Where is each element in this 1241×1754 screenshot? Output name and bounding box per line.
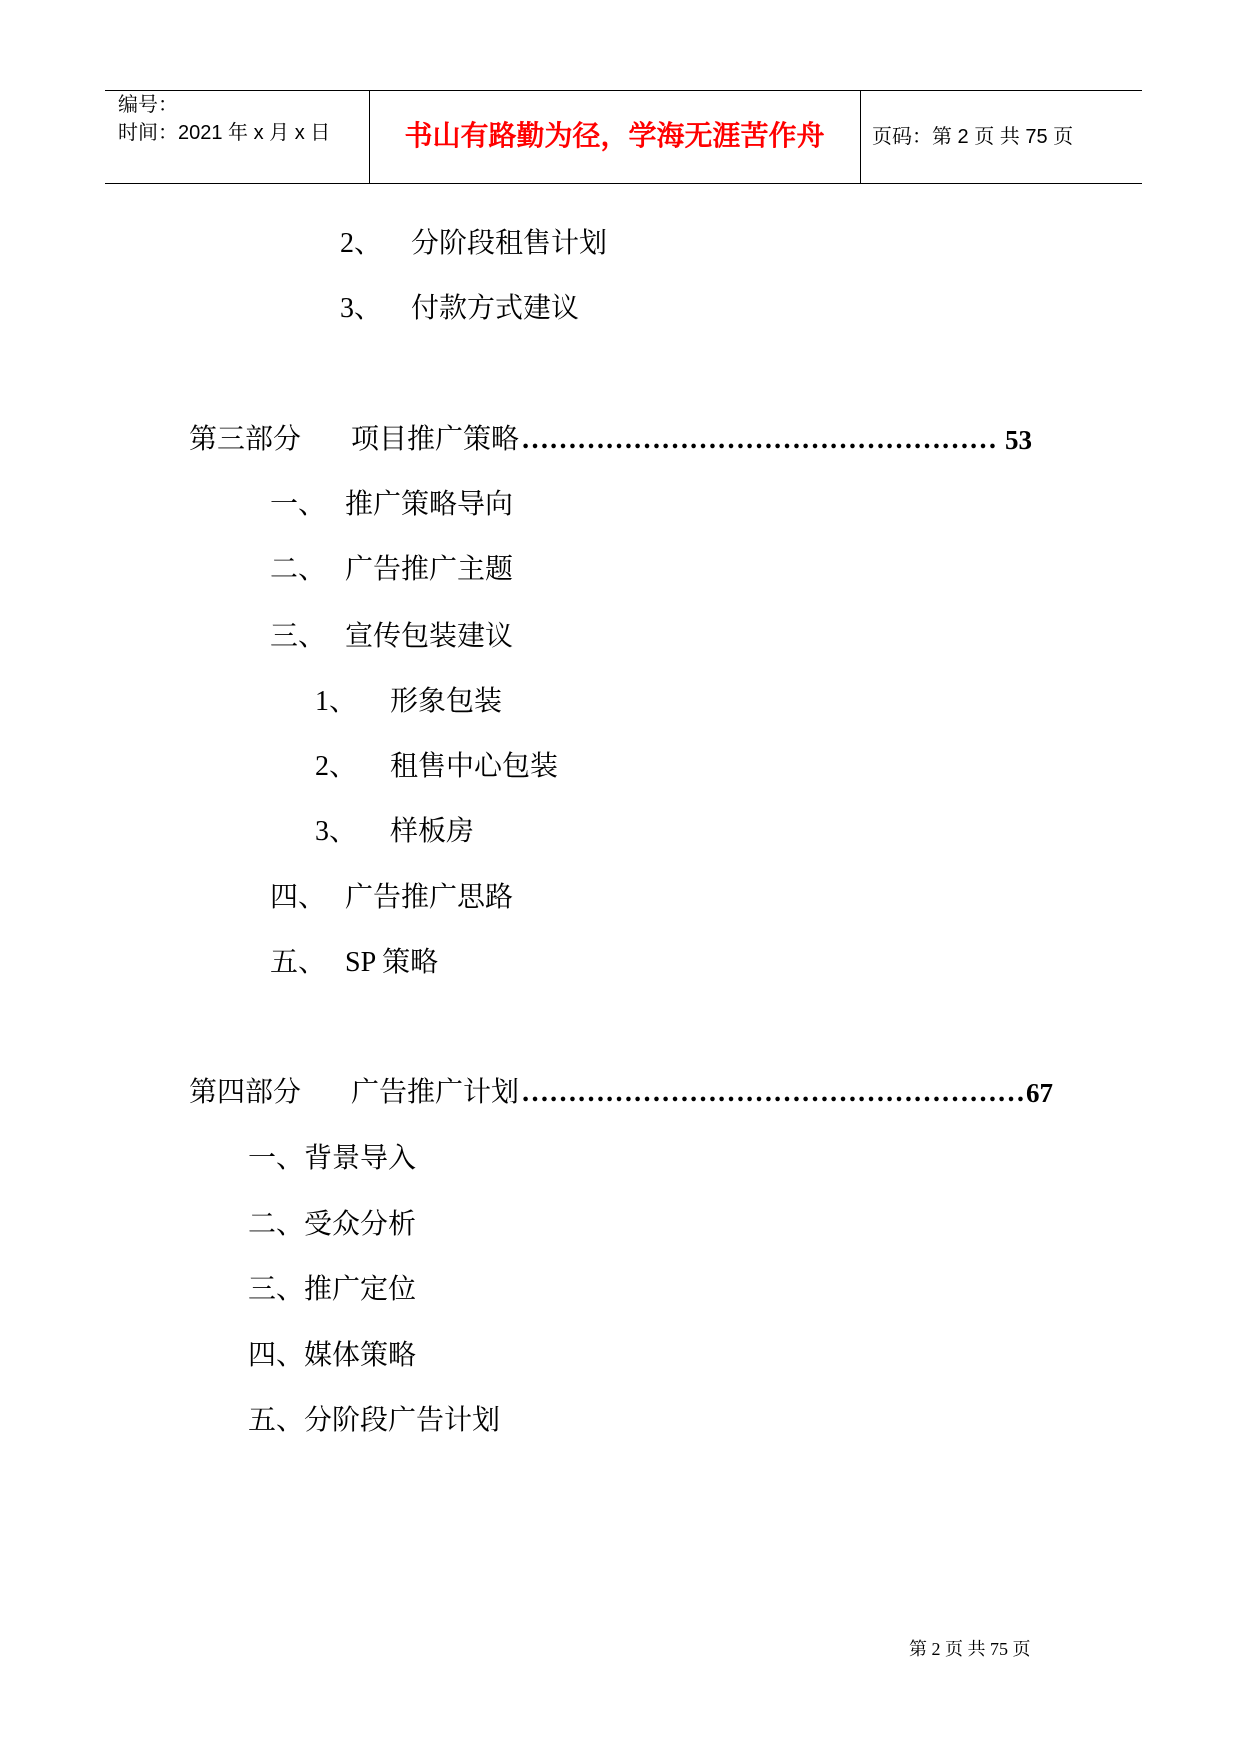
header-top-rule (105, 90, 1142, 91)
header-divider-right (860, 90, 861, 184)
toc-line (0, 552, 1241, 588)
dot-leader: …………………………………………… (521, 424, 997, 455)
toc-line (0, 487, 1241, 523)
toc-line (0, 1141, 1241, 1177)
toc-item-number: 3、 (340, 293, 383, 324)
toc-subitem-text: 样板房 (390, 816, 475, 847)
header-motto: 书山有路勤为径，学海无涯苦作舟 (404, 120, 825, 151)
toc-item-text: 广告推广思路 (345, 882, 514, 913)
toc-line (0, 291, 1241, 327)
toc-item-number: 三、 (270, 621, 327, 652)
toc-line (0, 1272, 1241, 1308)
header-bottom-rule (105, 183, 1142, 184)
toc-subline (0, 814, 1241, 850)
toc-item-text: 一、背景导入 (248, 1143, 417, 1174)
toc-subitem-text: 形象包装 (390, 686, 503, 717)
toc-item-text: SP 策略 (345, 947, 439, 978)
toc-subitem-number: 1、 (315, 686, 358, 717)
part-page-number: 67 (1026, 1078, 1053, 1108)
part-title: 广告推广计划 (351, 1077, 520, 1108)
toc-line (0, 1207, 1241, 1243)
toc-item-number: 一、 (270, 489, 327, 520)
toc-item-text: 二、受众分析 (248, 1209, 417, 1240)
page-code: 页码：第 2 页 共 75 页 (872, 126, 1074, 148)
toc-line (0, 945, 1241, 981)
toc-line (0, 880, 1241, 916)
toc-line (0, 619, 1241, 655)
toc-item-number: 五、 (270, 947, 327, 978)
toc-subline (0, 684, 1241, 720)
toc-item-text: 五、分阶段广告计划 (248, 1405, 501, 1436)
toc-subitem-number: 2、 (315, 751, 358, 782)
toc-item-text: 广告推广主题 (345, 554, 514, 585)
toc-item-number: 四、 (270, 882, 327, 913)
toc-item-number: 2、 (340, 228, 383, 259)
toc-item-text: 付款方式建议 (411, 293, 580, 324)
toc-item-number: 二、 (270, 554, 327, 585)
toc-item-text: 四、媒体策略 (248, 1340, 417, 1371)
toc-line (0, 1338, 1241, 1374)
toc-subline (0, 749, 1241, 785)
part-label: 第三部分 (189, 424, 302, 455)
toc-item-text: 分阶段租售计划 (411, 228, 608, 259)
part-title: 项目推广策略 (351, 424, 520, 455)
toc-part-heading (0, 422, 1241, 458)
toc-item-text: 三、推广定位 (248, 1274, 417, 1305)
dot-leader: ……………………………………………… (521, 1077, 1025, 1108)
footer-page-indicator: 第 2 页 共 75 页 (909, 1639, 1031, 1659)
toc-subitem-text: 租售中心包装 (390, 751, 559, 782)
serial-number-label: 编号： (118, 94, 178, 116)
toc-item-text: 宣传包装建议 (345, 621, 514, 652)
toc-subitem-number: 3、 (315, 816, 358, 847)
toc-line (0, 1403, 1241, 1439)
part-page-number: 53 (1005, 425, 1032, 455)
toc-line (0, 226, 1241, 262)
toc-item-text: 推广策略导向 (345, 489, 514, 520)
part-label: 第四部分 (189, 1077, 302, 1108)
time-label: 时间：2021 年 x 月 x 日 (118, 122, 331, 144)
toc-part-heading (0, 1075, 1241, 1111)
